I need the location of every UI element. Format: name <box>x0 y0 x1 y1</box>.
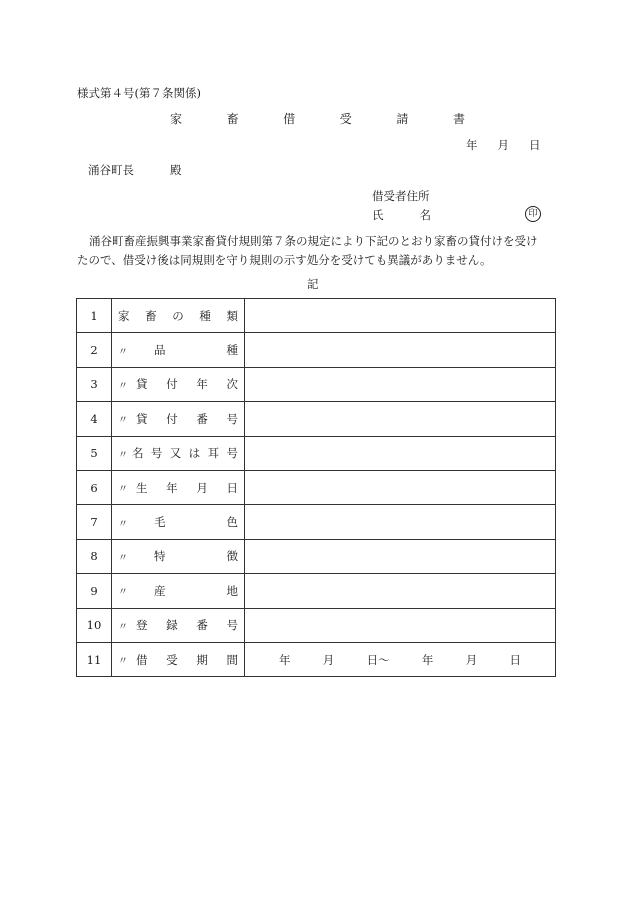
label-char: 次 <box>226 377 238 392</box>
body-line: 涌谷町畜産振興事業家畜貸付規則第７条の規定により下記のとおり家畜の貸付けを受け <box>89 234 538 248</box>
table-row <box>77 333 556 367</box>
period-part: 日～ <box>366 652 390 667</box>
period-part: 日 <box>509 652 521 667</box>
ditto-mark: 〃 <box>118 449 128 461</box>
body-line: たので、借受け後は同規則を守り規則の示す処分を受けても異議がありません。 <box>77 253 492 267</box>
date-line <box>466 137 541 153</box>
row-label <box>112 642 245 676</box>
row-label <box>112 505 245 539</box>
label-char: は <box>188 446 201 461</box>
period-part: 年 <box>421 652 434 667</box>
ki-heading: 記 <box>307 277 319 291</box>
table-row <box>77 402 556 436</box>
row-number: 8 <box>77 539 112 573</box>
loan-period-value <box>245 652 555 668</box>
label-char: 付 <box>166 411 178 426</box>
document-title <box>170 110 465 127</box>
row-label <box>112 539 245 573</box>
title-char: 書 <box>452 112 465 126</box>
row-number: 1 <box>77 299 112 333</box>
ditto-mark: 〃 <box>118 656 128 668</box>
row-value-field[interactable] <box>245 333 556 367</box>
label-char: 期 <box>196 652 208 667</box>
row-label <box>112 608 245 642</box>
addressee <box>88 162 182 178</box>
row-value-field[interactable] <box>245 574 556 608</box>
row-label <box>112 367 245 401</box>
table-row <box>77 574 556 608</box>
row-number: 11 <box>77 642 112 676</box>
label-char: 付 <box>166 377 178 392</box>
row-value-field[interactable] <box>245 642 556 676</box>
row-label <box>112 436 245 470</box>
label-char: 貸 <box>136 377 148 392</box>
period-part: 月 <box>322 652 335 667</box>
row-value-field[interactable] <box>245 608 556 642</box>
label-char: 家 <box>118 308 130 323</box>
date-year: 年 <box>466 138 478 152</box>
label-char: 号 <box>226 411 238 426</box>
row-number: 6 <box>77 470 112 504</box>
table-row <box>77 608 556 642</box>
label-char: 類 <box>226 308 238 323</box>
label-char: 品 <box>154 343 166 358</box>
label-char: 地 <box>226 583 238 598</box>
table-row <box>77 299 556 333</box>
label-char: 種 <box>226 343 238 358</box>
title-char: 受 <box>339 112 352 126</box>
form-number: 様式第４号(第７条関係) <box>77 86 201 100</box>
label-char: 月 <box>196 480 208 495</box>
row-number: 7 <box>77 505 112 539</box>
name-label-char: 名 <box>419 208 431 222</box>
label-char: 特 <box>154 549 166 564</box>
label-char: 貸 <box>136 411 148 426</box>
row-number: 2 <box>77 333 112 367</box>
label-char: 号 <box>150 446 163 461</box>
row-number: 10 <box>77 608 112 642</box>
title-char: 借 <box>283 112 296 126</box>
table-row <box>77 470 556 504</box>
label-char: 種 <box>199 308 211 323</box>
ditto-mark: 〃 <box>118 484 128 496</box>
row-number: 4 <box>77 402 112 436</box>
row-number: 5 <box>77 436 112 470</box>
label-char: 借 <box>136 652 148 667</box>
label-char: の <box>172 308 184 323</box>
label-char: 号 <box>226 618 238 633</box>
applicant-name-label <box>372 206 431 225</box>
livestock-record-table <box>76 298 556 677</box>
row-value-field[interactable] <box>245 436 556 470</box>
label-char: 録 <box>166 618 178 633</box>
label-char: 生 <box>136 480 148 495</box>
label-char: 産 <box>154 583 166 598</box>
ditto-mark: 〃 <box>118 587 128 599</box>
label-char: 番 <box>196 618 208 633</box>
label-char: 畜 <box>145 308 157 323</box>
row-value-field[interactable] <box>245 367 556 401</box>
table-row <box>77 367 556 401</box>
label-char: 耳 <box>207 446 220 461</box>
name-label-char: 氏 <box>372 208 384 222</box>
title-char: 請 <box>396 112 409 126</box>
seal-mark-icon: 印 <box>525 206 541 222</box>
label-char: 受 <box>166 652 178 667</box>
table-row <box>77 436 556 470</box>
row-value-field[interactable] <box>245 402 556 436</box>
ditto-mark: 〃 <box>118 415 128 427</box>
date-month: 月 <box>497 138 509 152</box>
ditto-mark: 〃 <box>118 552 128 564</box>
table-row <box>77 642 556 676</box>
applicant-block <box>372 187 431 225</box>
title-char: 家 <box>170 112 183 126</box>
ditto-mark: 〃 <box>118 621 128 633</box>
row-value-field[interactable] <box>245 539 556 573</box>
row-label <box>112 470 245 504</box>
addressee-name: 涌谷町長 <box>88 163 134 177</box>
row-label <box>112 402 245 436</box>
date-day: 日 <box>529 138 541 152</box>
row-label <box>112 574 245 608</box>
row-value-field[interactable] <box>245 505 556 539</box>
period-part: 月 <box>465 652 478 667</box>
table-row <box>77 505 556 539</box>
label-char: 又 <box>169 446 182 461</box>
row-label <box>112 333 245 367</box>
label-char: 日 <box>226 480 238 495</box>
ditto-mark: 〃 <box>118 518 128 530</box>
label-char: 登 <box>136 618 148 633</box>
label-char: 間 <box>226 652 238 667</box>
label-char: 名 <box>132 446 144 461</box>
applicant-address-label: 借受者住所 <box>372 189 430 203</box>
table-row <box>77 539 556 573</box>
label-char: 年 <box>166 480 178 495</box>
label-char: 毛 <box>154 515 166 530</box>
ditto-mark: 〃 <box>118 380 128 392</box>
label-char: 徴 <box>226 549 238 564</box>
period-part: 年 <box>279 652 291 667</box>
label-char: 番 <box>196 411 208 426</box>
row-value-field[interactable] <box>245 299 556 333</box>
body-text <box>77 232 555 270</box>
label-char: 号 <box>226 446 238 461</box>
addressee-honorific: 殿 <box>170 163 182 177</box>
row-value-field[interactable] <box>245 470 556 504</box>
label-char: 年 <box>196 377 208 392</box>
row-number: 3 <box>77 367 112 401</box>
title-char: 畜 <box>226 112 239 126</box>
row-label <box>112 299 245 333</box>
ditto-mark: 〃 <box>118 346 128 358</box>
label-char: 色 <box>226 515 238 530</box>
row-number: 9 <box>77 574 112 608</box>
